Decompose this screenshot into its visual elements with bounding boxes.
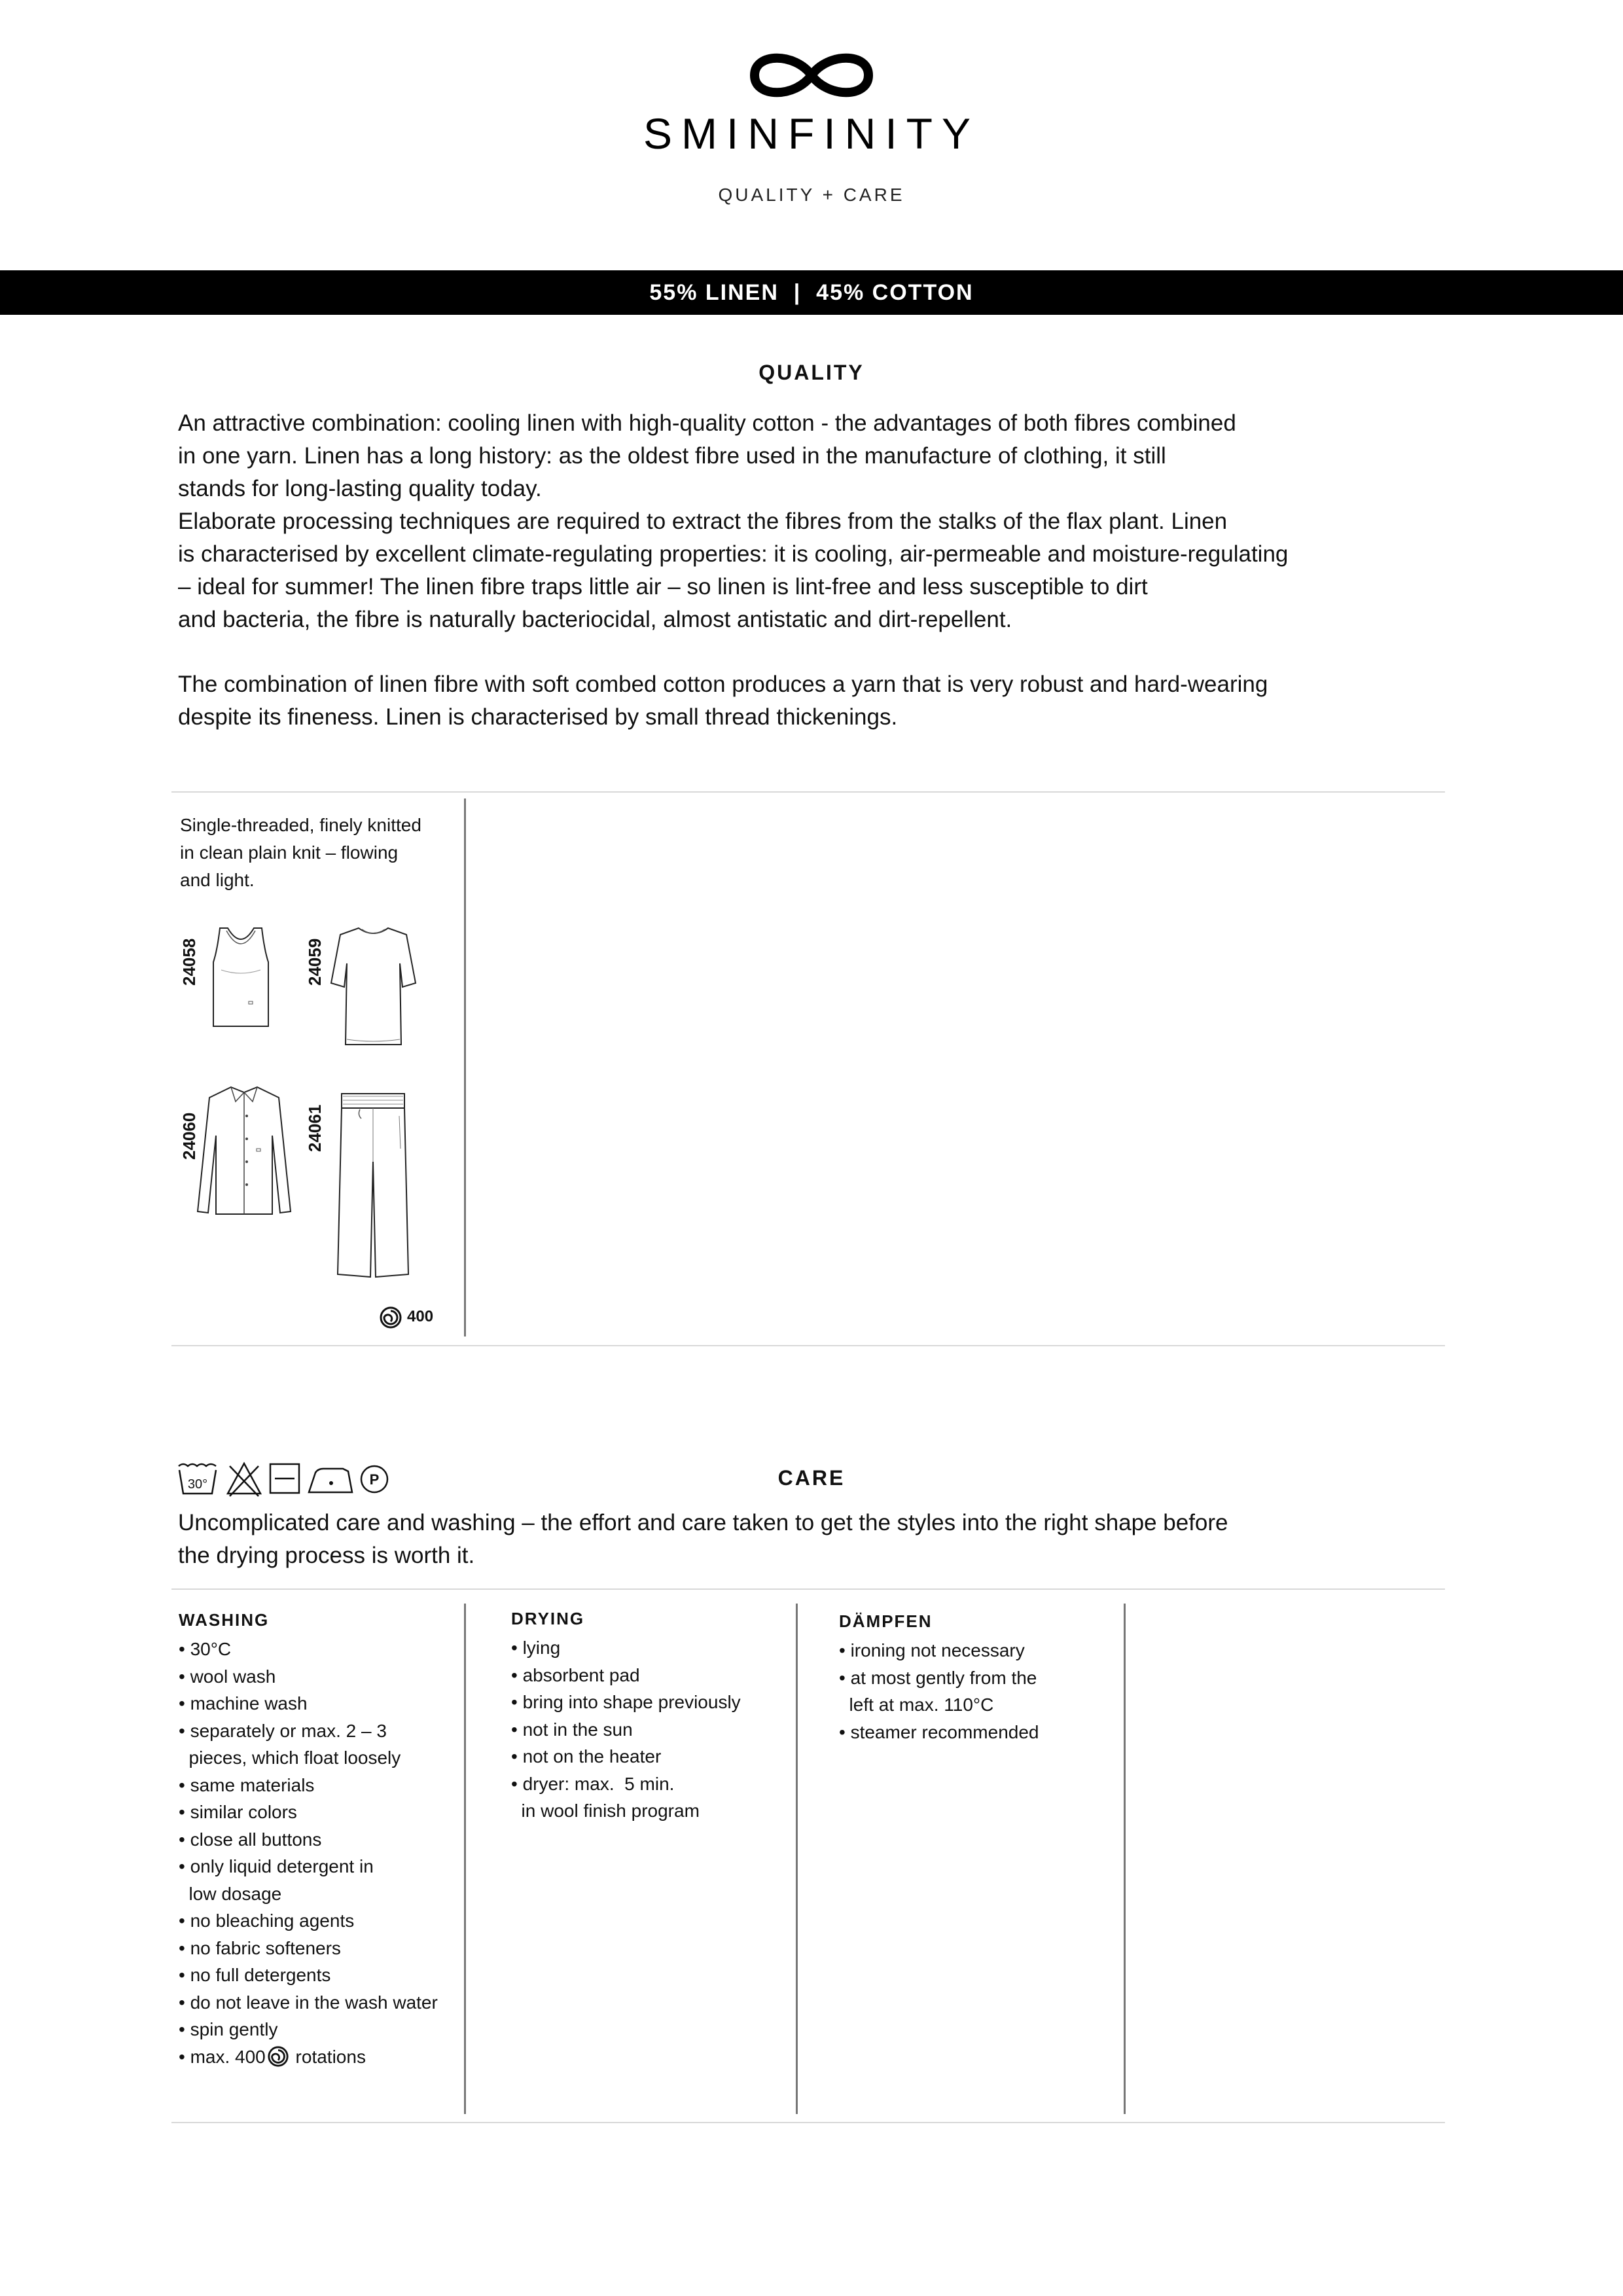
list-item: in wool finish program (511, 1801, 700, 1821)
care-heading: CARE (777, 1466, 846, 1490)
composition-text: 55% LINEN | 45% COTTON (649, 279, 974, 305)
steaming-title: DÄMPFEN (839, 1611, 933, 1631)
divider (171, 1345, 1445, 1346)
washing-title: WASHING (179, 1610, 270, 1630)
list-item: • wool wash (179, 1666, 276, 1687)
text-line: is characterised by excellent climate-regulating properties: it is cooling, air-permeable and moisture-regulating (178, 541, 1289, 567)
list-item-prefix: • max. 400 (179, 2046, 266, 2067)
text-line: in clean plain knit – flowing (180, 842, 399, 863)
logo-block (0, 46, 1623, 206)
list-item: • at most gently from the (839, 1667, 1037, 1688)
list-item: • separately or max. 2 – 3 (179, 1720, 387, 1741)
t-shirt-sketch-icon (329, 924, 418, 1049)
list-item: • not in the sun (511, 1719, 633, 1740)
quality-paragraph-1 (178, 407, 1408, 636)
shirt-sketch-icon (195, 1083, 293, 1217)
quality-paragraph-2 (178, 668, 1408, 734)
list-item: • close all buttons (179, 1829, 322, 1850)
steaming-column (839, 1611, 1114, 1746)
tank-top-sketch-icon (208, 924, 274, 1029)
text-line: and light. (180, 870, 255, 890)
steaming-list (839, 1637, 1114, 1746)
list-item: • same materials (179, 1774, 315, 1795)
spin-rating-value: 400 (407, 1308, 434, 1325)
text-line: Uncomplicated care and washing – the effort and care taken to get the styles into the right shape before (178, 1510, 1228, 1535)
sku-label: 24059 (305, 938, 325, 986)
list-item: left at max. 110°C (839, 1695, 994, 1715)
infinity-logo-icon (743, 46, 880, 105)
column-divider (464, 798, 466, 1336)
list-item: • do not leave in the wash water (179, 1992, 438, 2013)
svg-text:P: P (369, 1471, 380, 1488)
text-line: – ideal for summer! The linen fibre traps little air – so linen is lint-free and less susceptible to dirt (178, 574, 1148, 600)
list-item: • not on the heater (511, 1746, 662, 1767)
sku-label: 24058 (179, 938, 199, 986)
divider (171, 1588, 1445, 1590)
list-item: • spin gently (179, 2019, 278, 2039)
product-description (180, 812, 455, 894)
column-divider (464, 1604, 466, 2114)
column-divider (796, 1604, 798, 2114)
drying-list (511, 1634, 786, 1825)
text-line: Elaborate processing techniques are required to extract the fibres from the stalks of the flax plant. Linen (178, 509, 1228, 534)
text-line: and bacteria, the fibre is naturally bacteriocidal, almost antistatic and dirt-repellent. (178, 607, 1012, 632)
divider (171, 791, 1445, 793)
brand-name: SMINFINITY (643, 109, 980, 158)
list-item: • 30°C (179, 1639, 232, 1659)
list-item: • machine wash (179, 1693, 308, 1713)
list-item: • no bleaching agents (179, 1910, 355, 1931)
washing-list (179, 1636, 454, 2070)
divider (171, 2122, 1445, 2123)
list-item: • no fabric softeners (179, 1937, 341, 1958)
list-item: low dosage (179, 1883, 282, 1904)
sku-label: 24060 (179, 1112, 199, 1160)
list-item: • ironing not necessary (839, 1640, 1025, 1660)
list-item: • steamer recommended (839, 1721, 1039, 1742)
spin-cycle-icon (379, 1306, 402, 1329)
list-item: • no full detergents (179, 1965, 331, 1985)
list-item-suffix: rotations (290, 2046, 366, 2067)
list-item (179, 2043, 454, 2071)
list-item: • lying (511, 1638, 561, 1658)
washing-column (179, 1610, 454, 2070)
list-item: • dryer: max. 5 min. (511, 1773, 675, 1794)
text-line: the drying process is worth it. (178, 1543, 475, 1568)
list-item: • similar colors (179, 1802, 297, 1822)
trousers-sketch-icon (334, 1090, 412, 1280)
text-line: An attractive combination: cooling linen with high-quality cotton - the advantages of both fibres combined (178, 410, 1236, 436)
brand-tagline: QUALITY + CARE (718, 185, 905, 205)
quality-heading: QUALITY (758, 361, 865, 384)
list-item: • bring into shape previously (511, 1692, 741, 1712)
text-line: stands for long-lasting quality today. (178, 476, 542, 501)
text-line: Single-threaded, finely knitted (180, 815, 421, 835)
sku-label: 24061 (305, 1104, 325, 1152)
text-line: in one yarn. Linen has a long history: as the oldest fibre used in the manufacture of clothing, it still (178, 443, 1166, 469)
wash-temp-label: 30° (187, 1477, 208, 1492)
drying-column (511, 1609, 786, 1825)
list-item: pieces, which float loosely (179, 1748, 401, 1768)
column-divider (1124, 1604, 1126, 2114)
text-line: The combination of linen fibre with soft combed cotton produces a yarn that is very robust and hard-wearing (178, 672, 1268, 697)
care-intro (178, 1507, 1408, 1572)
text-line: despite its fineness. Linen is characterised by small thread thickenings. (178, 704, 898, 730)
composition-banner (0, 270, 1623, 315)
spin-cycle-icon (267, 2045, 289, 2068)
list-item: • only liquid detergent in (179, 1856, 374, 1876)
list-item: • absorbent pad (511, 1664, 640, 1685)
drying-title: DRYING (511, 1609, 585, 1628)
